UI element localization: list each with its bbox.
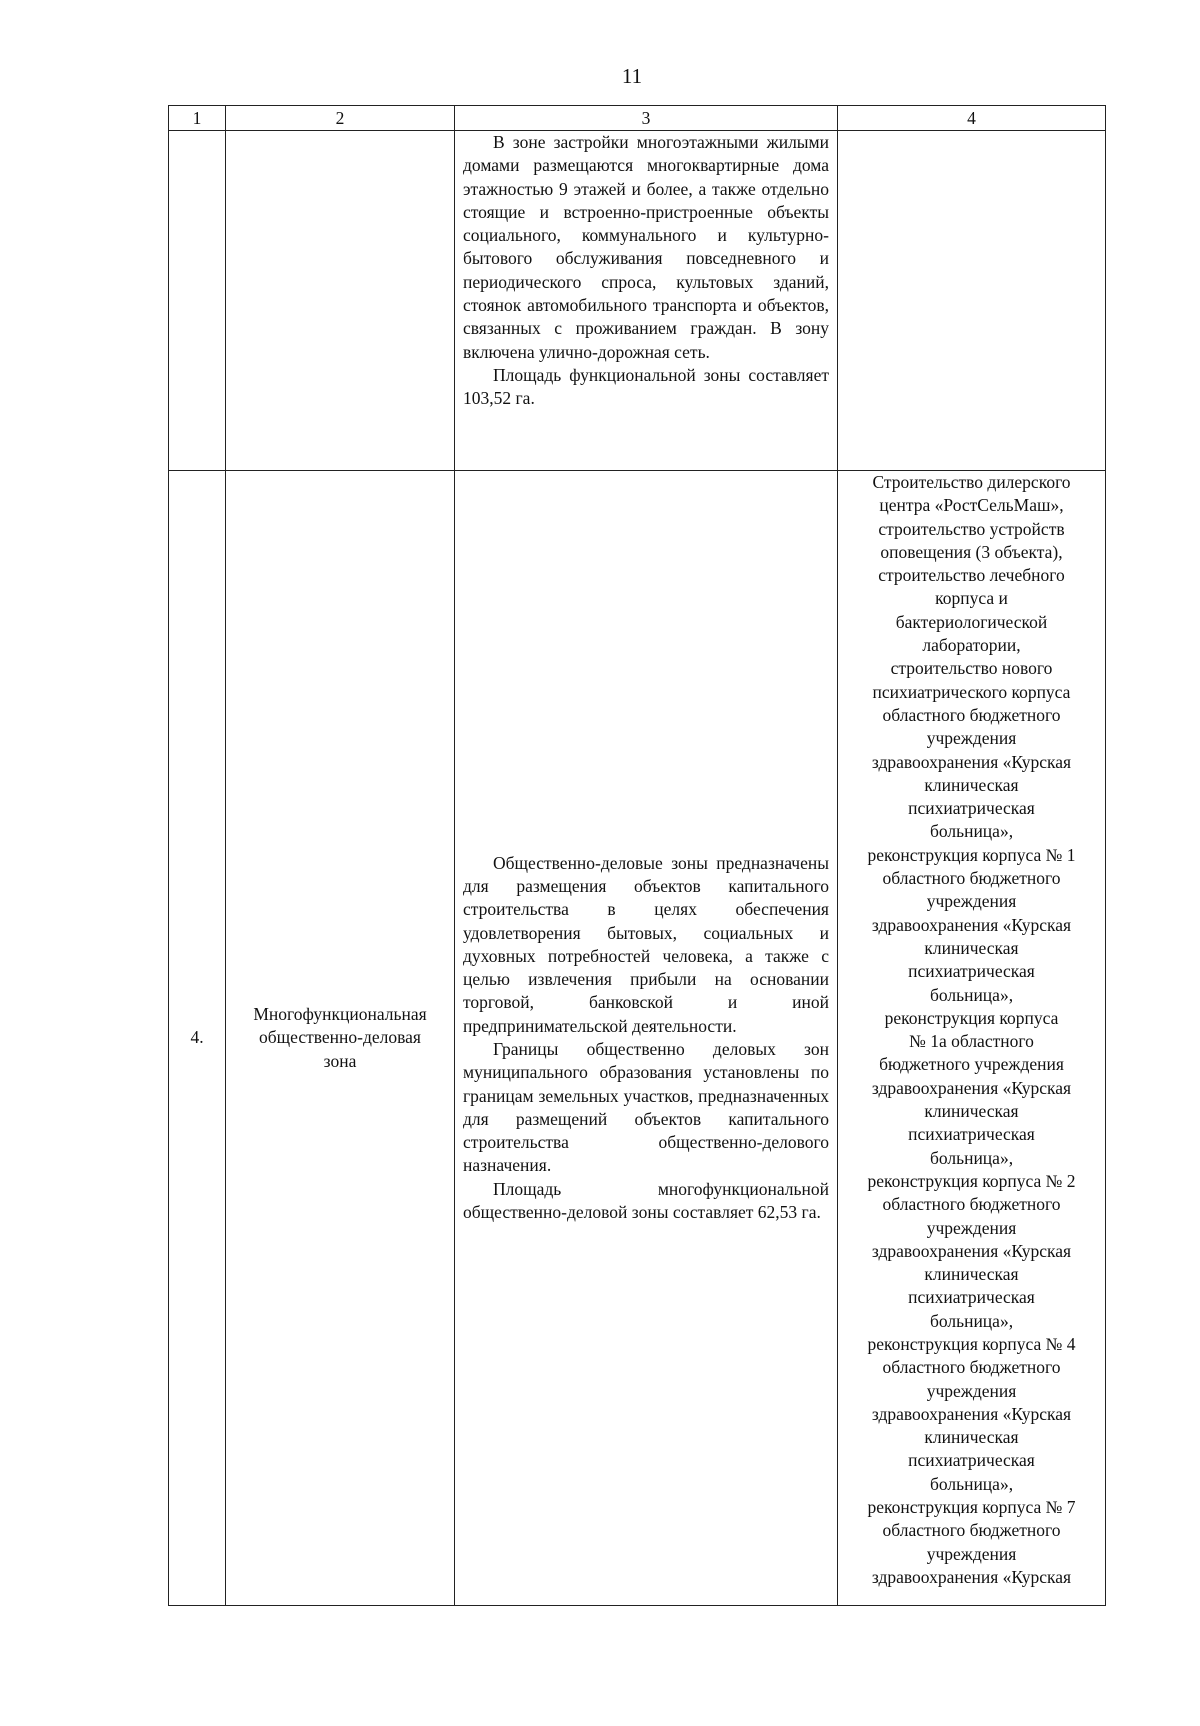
project-line: больница», [929, 1310, 1014, 1331]
zone-name-line: общественно-деловая [259, 1027, 421, 1048]
project-line: реконструкция корпуса № 1 [867, 844, 1076, 865]
description-paragraph: Общественно-деловые зоны предназначены для размещения объектов капитального строительства в целях обеспечения удовлетворения бытовых, социальных и духовных потребностей человека, а также с целью извлечения прибыли на основании торговой, банковской и иной предпринимательской деятельности. [463, 852, 829, 1036]
project-line: реконструкция корпуса № 4 [867, 1333, 1076, 1354]
project-line: психиатрическая [908, 798, 1035, 819]
header-cell-1: 1 [169, 106, 226, 131]
table-row-continuation [169, 131, 1106, 471]
header-cell-3: 3 [455, 106, 838, 131]
project-line: клиническая [924, 937, 1019, 958]
page-number: 11 [621, 64, 643, 88]
project-line: учреждения [926, 728, 1017, 749]
project-line: лаборатории, [922, 635, 1021, 656]
project-line: центра «РостСельМаш», [879, 495, 1064, 516]
project-line: клиническая [924, 1427, 1019, 1448]
zones-table [168, 105, 1106, 1606]
zone-description-cell [455, 131, 838, 471]
project-line: строительство нового [890, 658, 1053, 679]
project-line: больница», [929, 1473, 1014, 1494]
project-line: оповещения (3 объекта), [880, 541, 1063, 562]
project-line: больница», [929, 821, 1014, 842]
project-line: бюджетного учреждения [879, 1054, 1064, 1075]
project-line: психиатрическая [908, 1287, 1035, 1308]
project-line: Строительство дилерского [872, 472, 1071, 492]
project-line: корпуса и [935, 588, 1008, 609]
project-line: областного бюджетного [882, 1194, 1061, 1215]
project-line: здравоохранения «Курская [871, 751, 1072, 772]
projects-cell [838, 131, 1106, 471]
project-line: клиническая [924, 1264, 1019, 1285]
project-line: учреждения [926, 891, 1017, 912]
project-line: больница», [929, 984, 1014, 1005]
project-line: учреждения [926, 1380, 1017, 1401]
project-line: здравоохранения «Курская [871, 1566, 1072, 1587]
project-line: здравоохранения «Курская [871, 1403, 1072, 1424]
project-line: бактериологической [895, 611, 1048, 632]
description-paragraph: В зоне застройки многоэтажными жилыми домами размещаются многоквартирные дома этажностью 9 этажей и более, а также отдельно стоящие и встроенно-пристроенные объекты социального, коммунального и культурно-бытового обслуживания повседневного и периодического спроса, культовых зданий, стоянок автомобильного транспорта и объектов, связанных с проживанием граждан. В зону включена улично-дорожная сеть. [463, 132, 829, 362]
zone-description-cell [455, 471, 838, 1606]
project-line: здравоохранения «Курская [871, 1077, 1072, 1098]
project-line: реконструкция корпуса [884, 1007, 1059, 1028]
project-line: психиатрического корпуса [872, 681, 1071, 702]
table-header-row [169, 106, 1106, 131]
zone-area-paragraph: Площадь функциональной зоны составляет 103,52 га. [463, 364, 829, 409]
zone-name-line: Многофункциональная [253, 1004, 427, 1025]
zone-name-cell [226, 131, 455, 471]
header-cell-4: 4 [838, 106, 1106, 131]
boundaries-paragraph: Границы общественно деловых зон муниципального образования установлены по границам земельных участков, предназначенных для размещений объектов капитального строительства общественно-делового назначения. [463, 1039, 829, 1176]
project-line: клиническая [924, 1101, 1019, 1122]
project-line: строительство лечебного [878, 565, 1065, 586]
project-line: здравоохранения «Курская [871, 1240, 1072, 1261]
project-line: учреждения [926, 1217, 1017, 1238]
project-line: клиническая [924, 774, 1019, 795]
project-line: здравоохранения «Курская [871, 914, 1072, 935]
zone-name-cell [226, 471, 455, 1606]
project-line: строительство устройств [878, 518, 1065, 539]
project-line: областного бюджетного [882, 1520, 1061, 1541]
zone-name-line: зона [323, 1050, 357, 1071]
project-line: психиатрическая [908, 1124, 1035, 1145]
project-line: психиатрическая [908, 961, 1035, 982]
row-number-cell: 4. [169, 471, 226, 1606]
project-line: областного бюджетного [882, 1357, 1061, 1378]
project-line: № 1а областного [909, 1031, 1034, 1052]
project-line: областного бюджетного [882, 868, 1061, 889]
row-number-cell [169, 131, 226, 471]
projects-cell [838, 471, 1106, 1606]
project-line: реконструкция корпуса № 7 [867, 1497, 1076, 1518]
project-line: больница», [929, 1147, 1014, 1168]
table-row-zone-4 [169, 471, 1106, 1606]
header-cell-2: 2 [226, 106, 455, 131]
project-line: психиатрическая [908, 1450, 1035, 1471]
project-line: учреждения [926, 1543, 1017, 1564]
project-line: реконструкция корпуса № 2 [867, 1170, 1076, 1191]
zone-area-paragraph: Площадь многофункциональной общественно-деловой зоны составляет 62,53 га. [463, 1178, 829, 1223]
project-line: областного бюджетного [882, 704, 1061, 725]
